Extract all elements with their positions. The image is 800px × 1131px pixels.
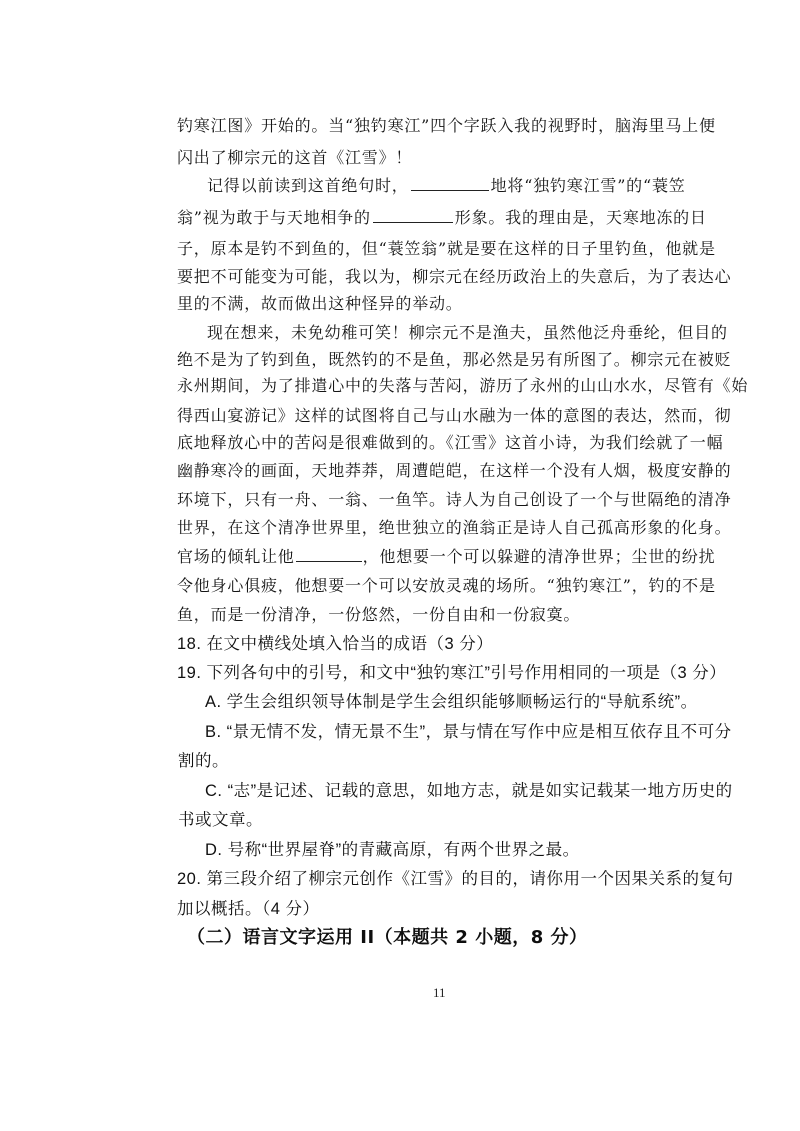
passage-line: 鱼，而是一份清净，一份悠然，一份自由和一份寂寞。 [177, 605, 581, 624]
option-b: B. “景无情不发，情无景不生”，景与情在写作中应是相互依存且不可分 [205, 723, 732, 741]
passage-line: 绝不是为了钓到鱼，既然钓的不是鱼，那必然是另有所图了。柳宗元在被贬 [177, 350, 732, 369]
passage-line: 现在想来，未免幼稚可笑！柳宗元不是渔夫，虽然他泛舟垂纶，但目的 [207, 323, 728, 342]
option-c: C. “志”是记述、记载的意思，如地方志，就是如实记载某一地方历史的 [205, 782, 733, 800]
passage-line: 要把不可能变为可能，我以为，柳宗元在经历政治上的失意后，为了表达心 [177, 267, 732, 286]
passage-line: 钓寒江图》开始的。当“独钓寒江”四个字跃入我的视野时，脑海里马上便 [177, 116, 716, 135]
passage-text: 官场的倾轧让他 [177, 547, 295, 566]
option-c-continued: 书或文章。 [178, 811, 263, 829]
passage-line: 环境下，只有一舟、一翁、一鱼竿。诗人为自己创设了一个与世隔绝的清净 [177, 490, 732, 509]
passage-line-with-blank [207, 175, 686, 197]
passage-line: 闪出了柳宗元的这首《江雪》！ [177, 148, 413, 167]
option-d: D. 号称“世界屋脊”的青藏高原，有两个世界之最。 [205, 841, 580, 859]
answer-blank [373, 207, 453, 223]
passage-text: 翁”视为敢于与天地相争的 [177, 208, 371, 227]
passage-text: 记得以前读到这首绝句时， [207, 176, 409, 195]
question-18: 18. 在文中横线处填入恰当的成语（3 分） [177, 635, 494, 653]
passage-line: 子，原本是钓不到鱼的，但“蓑笠翁”就是要在这样的日子里钓鱼，他就是 [177, 239, 716, 258]
answer-blank [411, 175, 489, 191]
passage-line: 里的不满，故而做出这种怪异的举动。 [177, 294, 463, 313]
option-a: A. 学生会组织领导体制是学生会组织能够顺畅运行的“导航系统”。 [205, 693, 698, 711]
passage-line: 底地释放心中的苦闷是很难做到的。《江雪》这首小诗，为我们绘就了一幅 [177, 433, 724, 452]
passage-line: 令他身心俱疲，他想要一个可以安放灵魂的场所。“独钓寒江”，钓的不是 [177, 576, 716, 595]
question-19: 19. 下列各句中的引号，和文中“独钓寒江”引号作用相同的一项是（3 分） [177, 664, 727, 682]
passage-line-with-blank [177, 207, 707, 229]
option-b-continued: 割的。 [178, 752, 229, 770]
passage-line: 永州期间，为了排遣心中的失落与苦闷，游历了永州的山山水水，尽管有《始 [177, 376, 749, 395]
question-20: 20. 第三段介绍了柳宗元创作《江雪》的目的，请你用一个因果关系的复句 [177, 870, 734, 888]
answer-blank [296, 546, 362, 562]
passage-line-with-blank [177, 546, 715, 568]
passage-line: 幽静寒冷的画面，天地莽莽，周遭皑皑，在这样一个没有人烟，极度安静的 [177, 461, 732, 480]
passage-text: 形象。我的理由是，天寒地冻的日 [454, 208, 707, 227]
passage-text: 地将“独钓寒江雪”的“蓑笠 [490, 176, 686, 195]
page-number: 11 [433, 985, 446, 1000]
passage-line: 得西山宴游记》这样的试图将自己与山水融为一体的意图的表达，然而，彻 [177, 406, 732, 425]
passage-text: ，他想要一个可以躲避的清净世界；尘世的纷扰 [362, 547, 716, 566]
question-20-continued: 加以概括。（4 分） [177, 900, 320, 918]
section-heading: （二）语言文字运用 II（本题共 2 小题，8 分） [187, 927, 588, 948]
passage-line: 世界，在这个清净世界里，绝世独立的渔翁正是诗人自己孤高形象的化身。 [177, 518, 732, 537]
